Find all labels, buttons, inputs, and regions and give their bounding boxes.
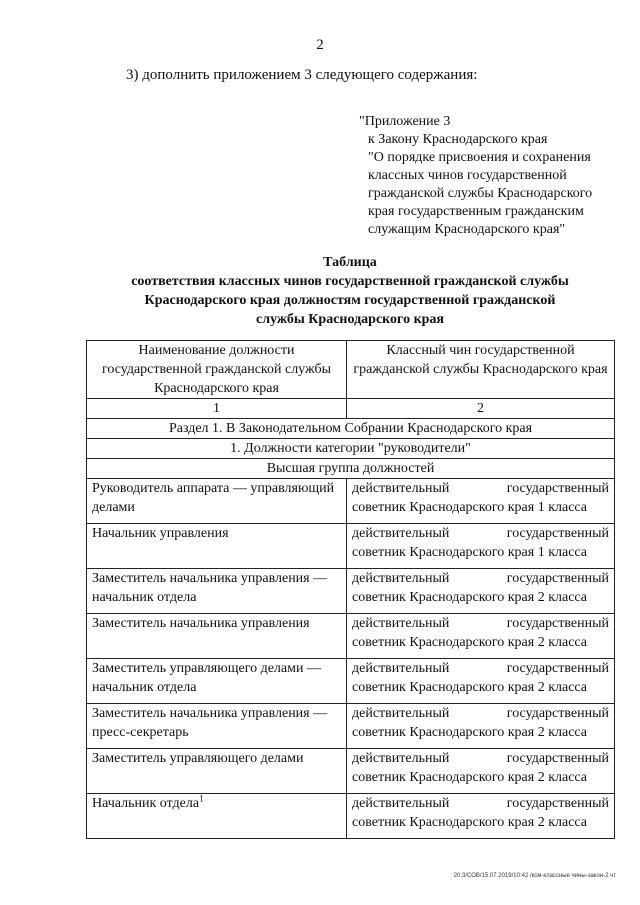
group-title: Высшая группа должностей [87,459,615,479]
title-line: Таблица [323,255,377,270]
appendix-line: края государственным гражданским [368,204,584,219]
position-name: Начальник управления [92,526,229,541]
title-line: Краснодарского края должностям государственной гражданской [144,293,556,308]
table-row [87,794,615,839]
rank-cell: действительный государственный советник Краснодарского края 2 класса [347,659,615,704]
category-title: 1. Должности категории "руководители" [87,439,615,459]
position-cell [87,524,347,569]
position-name: Заместитель начальника управления — пресс-секретарь [92,706,328,740]
rank-cell: действительный государственный советник Краснодарского края 2 класса [347,569,615,614]
title-line: соответствия классных чинов государственной гражданской службы [131,274,569,289]
rank-cell: действительный государственный советник Краснодарского края 2 класса [347,749,615,794]
page-number: 2 [316,37,324,53]
position-name: Руководитель аппарата — управляющий делами [92,481,335,515]
section-title: Раздел 1. В Законодательном Собрании Краснодарского края [87,419,615,439]
appendix-line: служащим Краснодарского края" [368,222,566,237]
table-row [87,659,615,704]
category-row [87,439,615,459]
table-title [80,253,620,329]
section-row [87,419,615,439]
table-row [87,614,615,659]
header-position: Наименование должности государственной гражданской службы Краснодарского края [87,341,347,399]
footnote-mark: 1 [199,793,204,804]
ranks-table [86,340,615,839]
rank-cell: действительный государственный советник Краснодарского края 2 класса [347,794,615,839]
position-name: Заместитель управляющего делами — начальник отдела [92,661,321,695]
title-line: службы Краснодарского края [256,312,444,327]
position-cell [87,479,347,524]
position-name: Начальник отдела [92,796,200,811]
appendix-line: "Приложение 3 [359,114,451,129]
rank-cell: действительный государственный советник Краснодарского края 1 класса [347,479,615,524]
appendix-line: классных чинов государственной [368,168,567,183]
header-rank: Классный чин государственной гражданской службы Краснодарского края [347,341,615,399]
appendix-heading [359,113,592,239]
position-cell [87,614,347,659]
rank-cell: действительный государственный советник Краснодарского края 2 класса [347,704,615,749]
position-cell [87,659,347,704]
table-row [87,479,615,524]
position-name: Заместитель управляющего делами [92,751,304,766]
position-cell [87,569,347,614]
column-number: 1 [87,399,347,419]
column-number-row [87,399,615,419]
table-row [87,524,615,569]
position-name: Заместитель начальника управления [92,616,310,631]
table-header-row [87,341,615,399]
position-cell [87,704,347,749]
table-row [87,569,615,614]
document-footer: 20.3/СОВ/15.07.2019/10:42 /ксм-классные чины-закон-2 чт [453,873,616,879]
rank-cell: действительный государственный советник Краснодарского края 2 класса [347,614,615,659]
column-number: 2 [347,399,615,419]
table-row [87,749,615,794]
group-row [87,459,615,479]
rank-cell: действительный государственный советник Краснодарского края 1 класса [347,524,615,569]
position-name: Заместитель начальника управления — начальник отдела [92,571,328,605]
appendix-line: "О порядке присвоения и сохранения [368,150,591,165]
table-row [87,704,615,749]
position-cell [87,794,347,839]
intro-text: 3) дополнить приложением 3 следующего содержания: [126,67,478,83]
appendix-line: гражданской службы Краснодарского [368,186,593,201]
position-cell [87,749,347,794]
appendix-line: к Закону Краснодарского края [368,132,548,147]
